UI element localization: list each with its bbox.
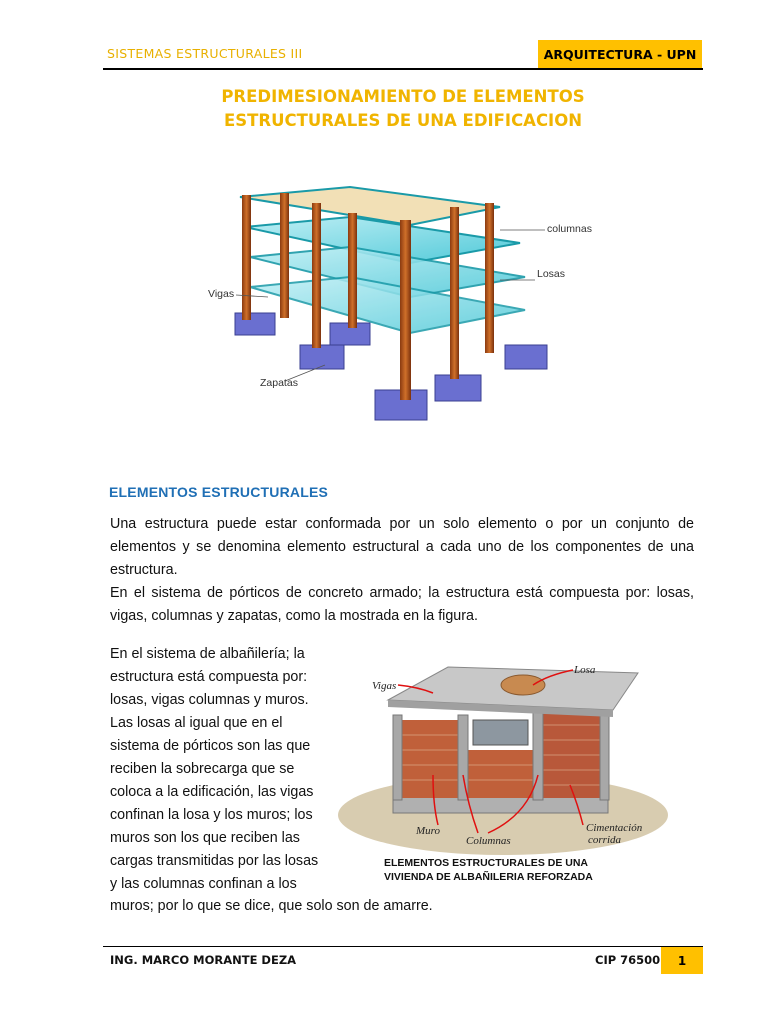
title-line-2: ESTRUCTURALES DE UNA EDIFICACION: [223, 111, 583, 130]
figure2-caption-1: ELEMENTOS ESTRUCTURALES DE UNA: [384, 857, 588, 869]
concrete-frame-figure: [200, 185, 610, 450]
header-course-title: SISTEMAS ESTRUCTURALES III: [107, 46, 303, 61]
paragraph-porticos: En el sistema de pórticos de concreto armado; la estructura está compuesta por: losas, vigas, columnas y zapatas, como la mostrada en la figura.: [110, 585, 694, 624]
text-line: muros son los que reciben las: [110, 830, 300, 846]
footer-cip: CIP 76500: [595, 953, 661, 967]
rebar-patch: [501, 675, 545, 695]
paragraph-albanileria-end: muros; por lo que se dice, que solo son de amarre.: [110, 898, 433, 914]
text-line: confinan la losa y los muros; los: [110, 807, 313, 823]
paragraph-intro: Una estructura puede estar conformada por un solo elemento o por un conjunto de elementos y se denomina elemento estructural a cada uno de los componentes de una estructura.: [110, 516, 694, 578]
label-columnas-albanileria: Columnas: [466, 835, 511, 847]
header-school-badge: ARQUITECTURA - UPN: [538, 40, 702, 68]
section-heading: ELEMENTOS ESTRUCTURALES: [109, 484, 329, 500]
label-zapatas: Zapatas: [260, 377, 298, 389]
label-vigas-albanileria: Vigas: [372, 680, 397, 692]
text-line: cargas transmitidas por las losas: [110, 853, 319, 869]
text-line: reciben la sobrecarga que se: [110, 761, 295, 777]
document-title: [103, 85, 703, 133]
label-columnas: columnas: [547, 223, 592, 235]
text-line: sistema de pórticos son las que: [110, 738, 311, 754]
label-losas: Losas: [537, 268, 566, 280]
text-line: coloca a la edificación, las vigas: [110, 784, 314, 800]
window-shape: [473, 720, 528, 745]
masonry-house-figure: [338, 655, 668, 890]
title-line-1: PREDIMESIONAMIENTO DE ELEMENTOS: [221, 87, 585, 106]
footings-group: [235, 313, 547, 420]
header-divider: [103, 68, 703, 70]
footer-author: ING. MARCO MORANTE DEZA: [110, 953, 297, 967]
text-line: Las losas al igual que en el: [110, 715, 283, 731]
label-vigas: Vigas: [208, 288, 235, 300]
page-number-badge: 1: [661, 947, 703, 974]
text-line: En el sistema de albañilería; la: [110, 646, 305, 662]
text-line: estructura está compuesta por:: [110, 669, 308, 685]
label-muro: Muro: [416, 825, 441, 837]
figure2-caption-2: VIVIENDA DE ALBAÑILERIA REFORZADA: [384, 871, 593, 883]
label-cimentacion-1: Cimentación: [586, 822, 643, 834]
footer-divider: [103, 946, 703, 947]
text-line: y las columnas confinan a los: [110, 876, 297, 892]
label-losa: Losa: [574, 664, 596, 676]
text-line: losas, vigas columnas y muros.: [110, 692, 309, 708]
paragraph-albanileria: [110, 643, 328, 896]
label-cimentacion-2: corrida: [588, 834, 621, 846]
